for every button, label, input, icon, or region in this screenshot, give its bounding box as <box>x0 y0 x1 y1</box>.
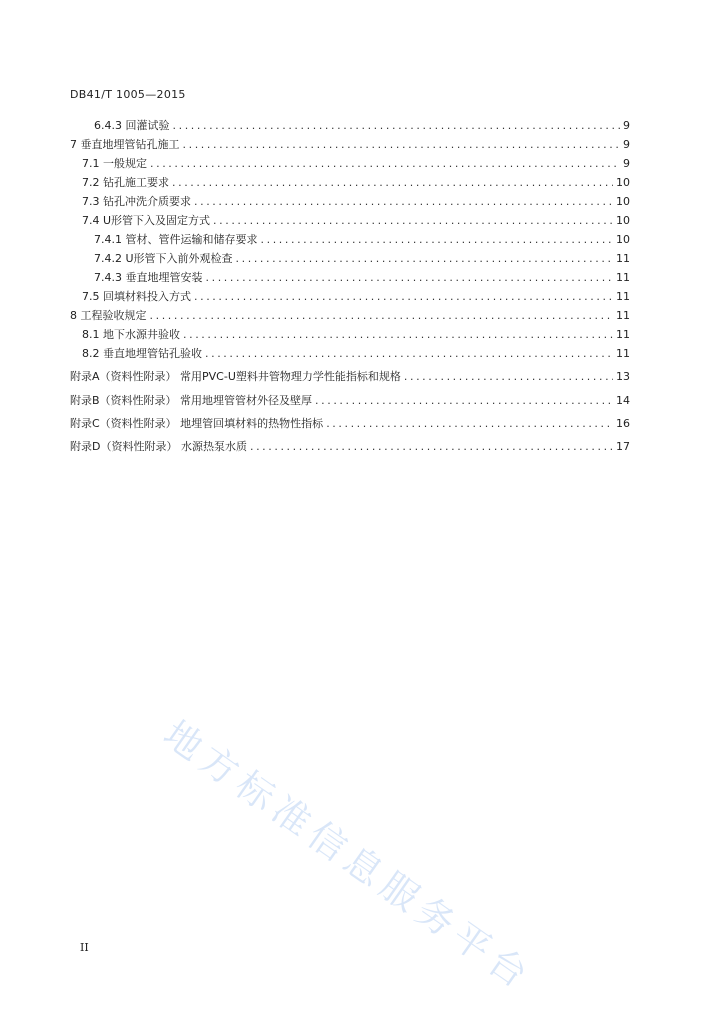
toc-entry-7-5[interactable] <box>82 290 630 304</box>
toc-entry-8-2[interactable] <box>82 347 630 361</box>
toc-dot-leader <box>173 119 621 133</box>
toc-entry-appendix-d[interactable] <box>70 440 630 454</box>
toc-entry-page: 11 <box>616 347 630 360</box>
toc-dot-leader <box>194 195 613 209</box>
toc-entry-page: 10 <box>616 233 630 246</box>
toc-entry-title: 附录D（资料性附录） 水源热泵水质 <box>70 440 247 453</box>
watermark-text: 地方标准信息服务平台 <box>155 712 541 1000</box>
toc-entry-title: 7.5 回填材料投入方式 <box>82 290 191 303</box>
toc-entry-page: 14 <box>616 394 630 407</box>
toc-entry-8-1[interactable] <box>82 328 630 342</box>
toc-entry-page: 9 <box>623 138 630 151</box>
toc-entry-6-4-3[interactable] <box>94 119 630 133</box>
toc-dot-leader <box>261 233 614 247</box>
toc-entry-page: 16 <box>616 417 630 430</box>
toc-entry-appendix-b[interactable] <box>70 394 630 408</box>
toc-entry-title: 6.4.3 回灌试验 <box>94 119 170 132</box>
toc-dot-leader <box>150 309 614 323</box>
toc-entry-page: 10 <box>616 176 630 189</box>
toc-entry-page: 11 <box>616 309 630 322</box>
toc-entry-title: 7.4.3 垂直地埋管安装 <box>94 271 203 284</box>
page-number: II <box>80 941 89 954</box>
toc-entry-7[interactable] <box>70 138 630 152</box>
toc-entry-page: 9 <box>623 157 630 170</box>
toc-dot-leader <box>404 370 613 384</box>
toc-entry-title: 7.3 钻孔冲洗介质要求 <box>82 195 191 208</box>
toc-entry-title: 8.1 地下水源井验收 <box>82 328 180 341</box>
toc-entry-title: 7 垂直地埋管钻孔施工 <box>70 138 180 151</box>
toc-entry-title: 7.1 一般规定 <box>82 157 147 170</box>
toc-entry-page: 9 <box>623 119 630 132</box>
toc-entry-7-3[interactable] <box>82 195 630 209</box>
toc-dot-leader <box>205 347 613 361</box>
toc-entry-7-4-1[interactable] <box>94 233 630 247</box>
toc-dot-leader <box>213 214 613 228</box>
toc-entry-appendix-c[interactable] <box>70 417 630 431</box>
toc-entry-title: 7.4.1 管材、管件运输和储存要求 <box>94 233 258 246</box>
toc-entry-title: 附录B（资料性附录） 常用地埋管管材外径及壁厚 <box>70 394 313 407</box>
toc-entry-page: 10 <box>616 195 630 208</box>
toc-dot-leader <box>326 417 613 431</box>
toc-entry-7-4-2[interactable] <box>94 252 630 266</box>
toc-entry-title: 7.4.2 U形管下入前外观检查 <box>94 252 233 265</box>
toc-entry-page: 11 <box>616 271 630 284</box>
toc-dot-leader <box>183 138 621 152</box>
toc-dot-leader <box>250 440 613 454</box>
toc-entry-7-4-3[interactable] <box>94 271 630 285</box>
toc-entry-page: 11 <box>616 290 630 303</box>
toc-entry-8[interactable] <box>70 309 630 323</box>
toc-entry-7-1[interactable] <box>82 157 630 171</box>
toc-entry-appendix-a[interactable] <box>70 370 630 384</box>
toc-entry-page: 17 <box>616 440 630 453</box>
toc-dot-leader <box>206 271 614 285</box>
toc-entry-7-4[interactable] <box>82 214 630 228</box>
toc-entry-title: 7.4 U形管下入及固定方式 <box>82 214 211 227</box>
toc-entry-page: 10 <box>616 214 630 227</box>
toc-entry-title: 8 工程验收规定 <box>70 309 147 322</box>
toc-dot-leader <box>183 328 613 342</box>
toc-entry-7-2[interactable] <box>82 176 630 190</box>
toc-dot-leader <box>172 176 613 190</box>
toc-dot-leader <box>194 290 613 304</box>
toc-entry-title: 附录A（资料性附录） 常用PVC-U塑料井管物理力学性能指标和规格 <box>70 370 401 383</box>
toc-entry-page: 11 <box>616 328 630 341</box>
toc-entry-title: 附录C（资料性附录） 地埋管回填材料的热物性指标 <box>70 417 324 430</box>
standard-number-header: DB41/T 1005—2015 <box>70 88 186 101</box>
toc-entry-page: 11 <box>616 252 630 265</box>
toc-dot-leader <box>236 252 613 266</box>
toc-dot-leader <box>315 394 613 408</box>
toc-entry-page: 13 <box>616 370 630 383</box>
toc-entry-title: 8.2 垂直地埋管钻孔验收 <box>82 347 202 360</box>
toc-entry-title: 7.2 钻孔施工要求 <box>82 176 169 189</box>
toc-dot-leader <box>150 157 620 171</box>
